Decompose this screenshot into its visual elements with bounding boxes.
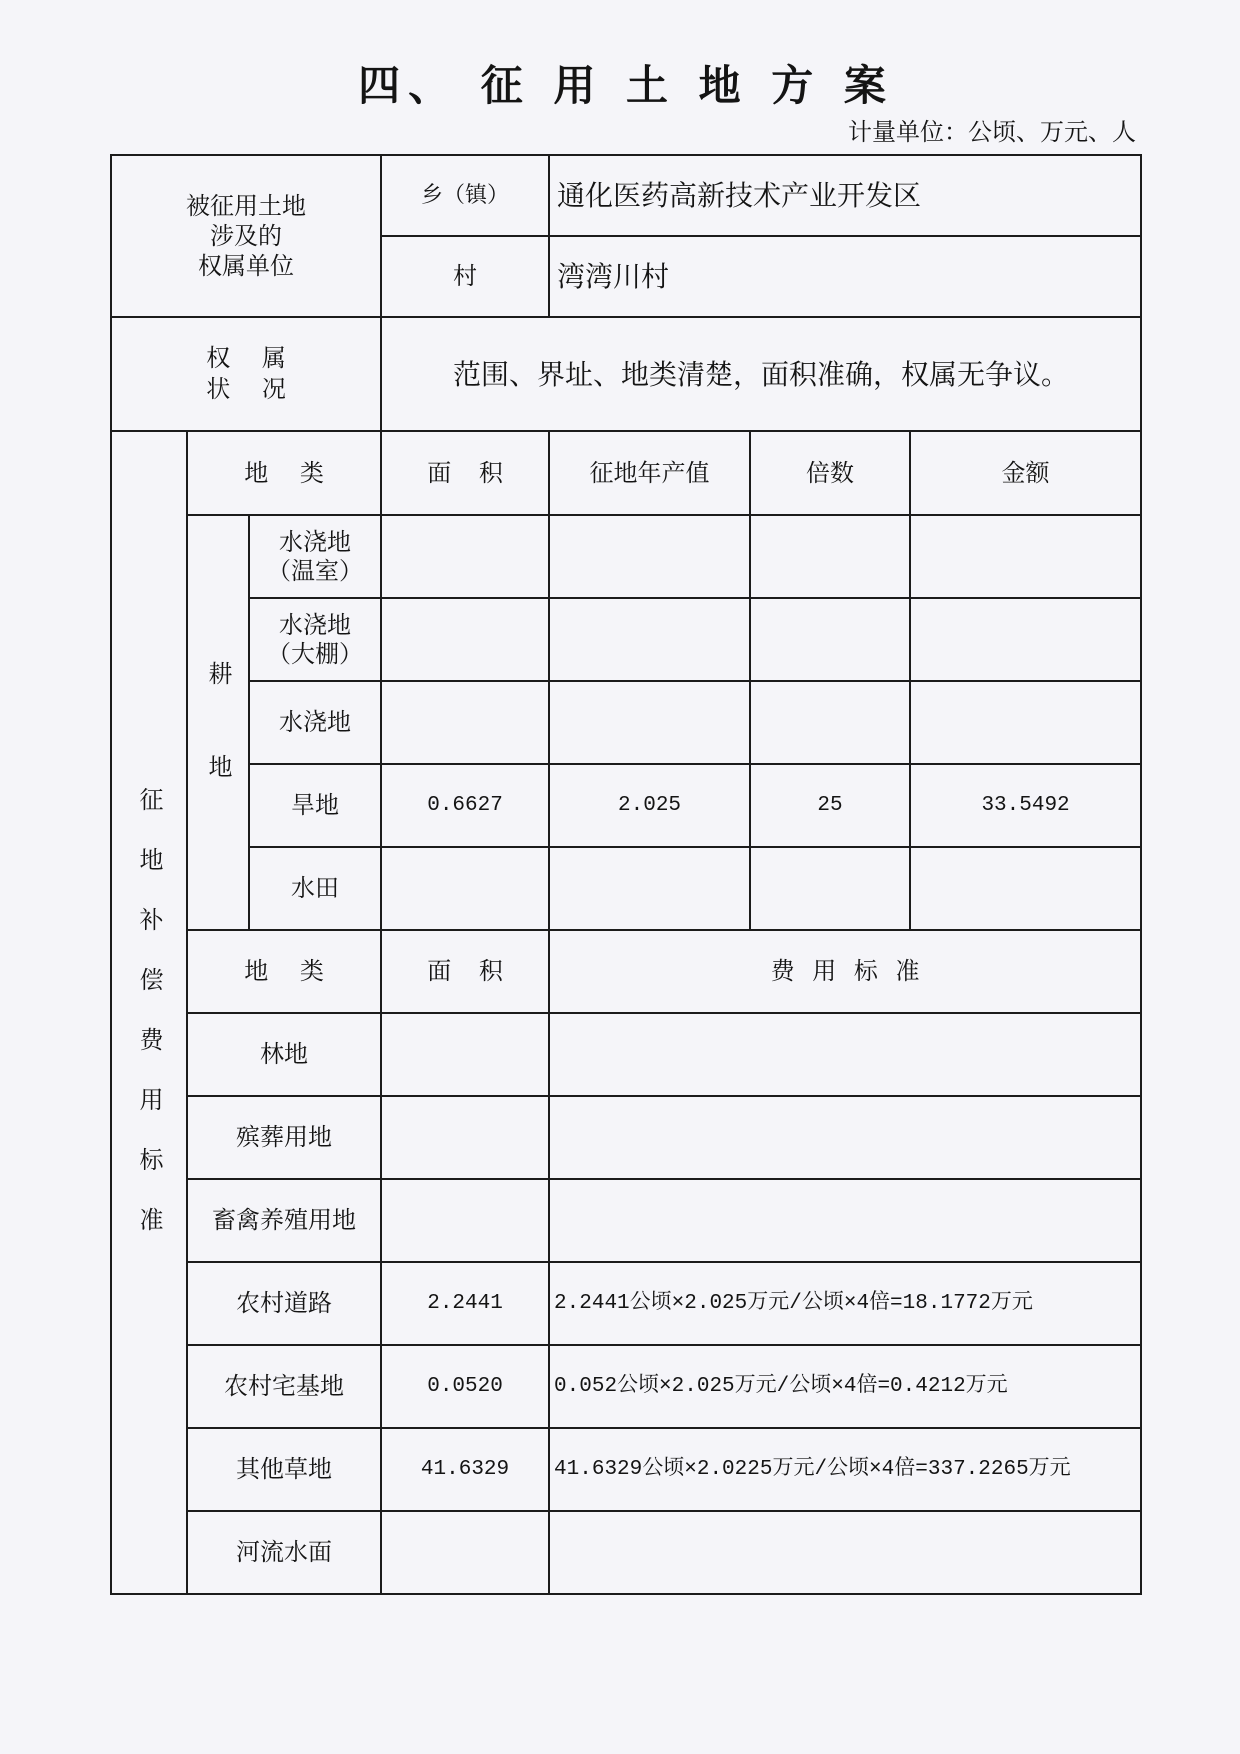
- village-label: 村: [381, 236, 549, 317]
- table-row: [111, 1511, 1141, 1594]
- land-type-cell: 农村道路: [187, 1262, 381, 1345]
- table-row: [111, 317, 1141, 431]
- empty-cell: [381, 515, 549, 598]
- amount-value: 33.5492: [910, 764, 1141, 847]
- table-row: [111, 681, 1141, 764]
- other-header-area: 面 积: [381, 930, 549, 1013]
- land-type-cell: 殡葬用地: [187, 1096, 381, 1179]
- land-acquisition-table: [110, 154, 1142, 1595]
- fee-standard-formula: 41.6329公顷×2.0225万元/公顷×4倍=337.2265万元: [549, 1428, 1141, 1511]
- empty-cell: [549, 1511, 1141, 1594]
- table-row: [111, 598, 1141, 681]
- land-type-cell: 旱地: [249, 764, 381, 847]
- area-value: 41.6329: [381, 1428, 549, 1511]
- table-row: [111, 847, 1141, 930]
- table-row: [111, 1013, 1141, 1096]
- township-value: 通化医药高新技术产业开发区: [549, 155, 1141, 236]
- empty-cell: [750, 598, 910, 681]
- land-type-cell: 畜禽养殖用地: [187, 1179, 381, 1262]
- multiple-value: 25: [750, 764, 910, 847]
- compensation-section-cell: [111, 431, 187, 1594]
- header-land-type: 地 类: [187, 431, 381, 515]
- empty-cell: [549, 1096, 1141, 1179]
- land-type-cell: 水田: [249, 847, 381, 930]
- header-annual-output: 征地年产值: [549, 431, 750, 515]
- area-value: 0.6627: [381, 764, 549, 847]
- empty-cell: [381, 1179, 549, 1262]
- empty-cell: [549, 515, 750, 598]
- other-header-standard: 费 用 标 准: [549, 930, 1141, 1013]
- empty-cell: [750, 847, 910, 930]
- area-value: 2.2441: [381, 1262, 549, 1345]
- empty-cell: [549, 598, 750, 681]
- cultivated-group-cell: [187, 515, 249, 930]
- empty-cell: [381, 1013, 549, 1096]
- township-label: 乡（镇）: [381, 155, 549, 236]
- land-type-cell: 农村宅基地: [187, 1345, 381, 1428]
- empty-cell: [381, 1096, 549, 1179]
- other-header-land-type: 地 类: [187, 930, 381, 1013]
- compensation-section-label: 征地补偿费用标准: [135, 787, 163, 1267]
- empty-cell: [381, 1511, 549, 1594]
- village-value: 湾湾川村: [549, 236, 1141, 317]
- empty-cell: [910, 598, 1141, 681]
- empty-cell: [549, 847, 750, 930]
- empty-cell: [910, 515, 1141, 598]
- table-row: [111, 155, 1141, 236]
- empty-cell: [381, 681, 549, 764]
- empty-cell: [910, 847, 1141, 930]
- land-type-cell: 水浇地: [249, 681, 381, 764]
- annual-output-value: 2.025: [549, 764, 750, 847]
- table-row: [111, 1345, 1141, 1428]
- cultivated-group-label: 耕地: [204, 660, 232, 847]
- table-row: [111, 1262, 1141, 1345]
- ownership-unit-label: 被征用土地 涉及的 权属单位: [111, 155, 381, 317]
- table-row: [111, 1428, 1141, 1511]
- area-value: 0.0520: [381, 1345, 549, 1428]
- header-multiple: 倍数: [750, 431, 910, 515]
- empty-cell: [750, 681, 910, 764]
- empty-cell: [549, 681, 750, 764]
- empty-cell: [381, 598, 549, 681]
- land-type-cell: 河流水面: [187, 1511, 381, 1594]
- land-type-cell: 其他草地: [187, 1428, 381, 1511]
- table-row: [111, 515, 1141, 598]
- table-row: [111, 1179, 1141, 1262]
- fee-standard-formula: 2.2441公顷×2.025万元/公顷×4倍=18.1772万元: [549, 1262, 1141, 1345]
- empty-cell: [910, 681, 1141, 764]
- empty-cell: [549, 1013, 1141, 1096]
- empty-cell: [750, 515, 910, 598]
- fee-standard-formula: 0.052公顷×2.025万元/公顷×4倍=0.4212万元: [549, 1345, 1141, 1428]
- header-amount: 金额: [910, 431, 1141, 515]
- land-type-cell: 水浇地 （大棚）: [249, 598, 381, 681]
- empty-cell: [381, 847, 549, 930]
- empty-cell: [549, 1179, 1141, 1262]
- ownership-status-value: 范围、界址、地类清楚，面积准确，权属无争议。: [381, 317, 1141, 431]
- table-row: [111, 930, 1141, 1013]
- land-type-cell: 林地: [187, 1013, 381, 1096]
- table-row: [111, 1096, 1141, 1179]
- ownership-status-label: 权 属 状 况: [111, 317, 381, 431]
- table-row: [111, 431, 1141, 515]
- header-area: 面 积: [381, 431, 549, 515]
- unit-note: 计量单位：公顷、万元、人: [848, 118, 1136, 146]
- table-row: [111, 764, 1141, 847]
- page-title: 四、 征 用 土 地 方 案: [358, 61, 894, 110]
- land-type-cell: 水浇地 （温室）: [249, 515, 381, 598]
